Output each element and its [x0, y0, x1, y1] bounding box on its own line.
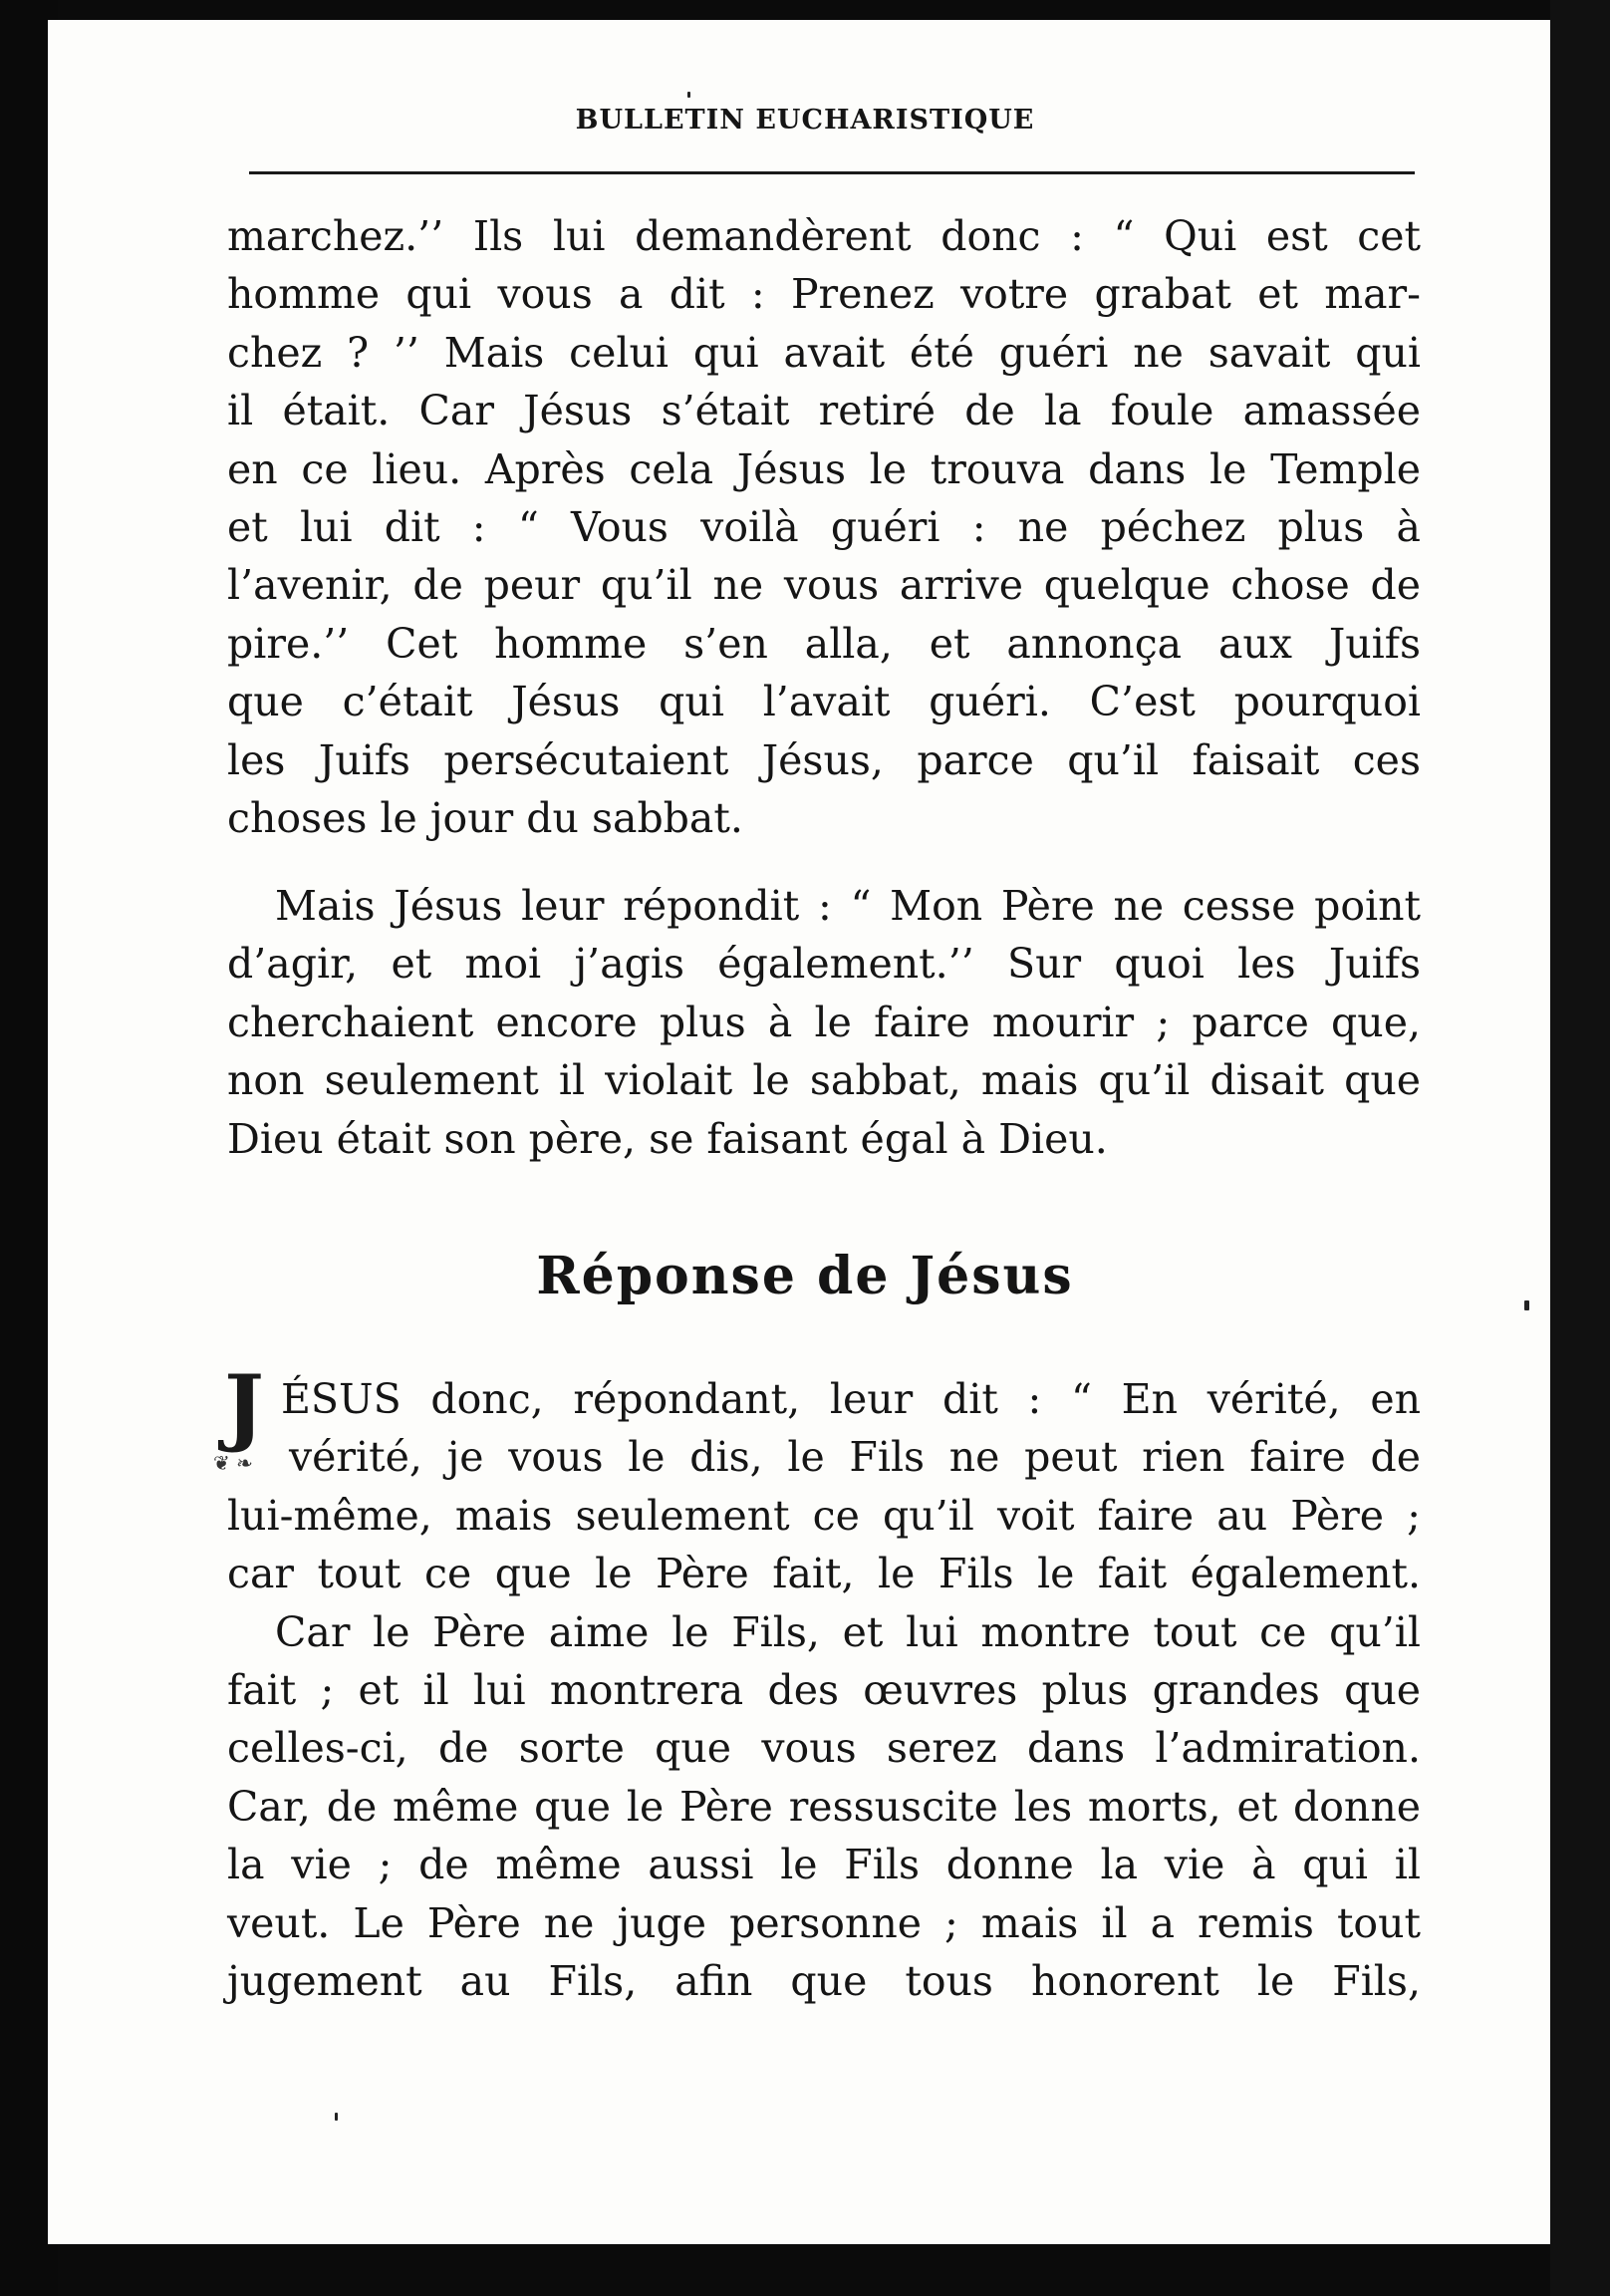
text-line: Dieu était son père, se faisant égal à Dieu.: [227, 1114, 1108, 1163]
text-line: fait ; et il lui montrera des œuvres plus grandes que: [227, 1666, 1421, 1715]
text-line: la vie ; de même aussi le Fils donne la vie à qui il: [227, 1841, 1421, 1889]
drop-initial: J: [224, 1356, 264, 1455]
text-line: ÉSUS donc, répondant, leur dit : “ En vérité, en: [281, 1375, 1421, 1423]
text-line: homme qui vous a dit : Prenez votre grabat et mar-: [227, 270, 1421, 319]
text-line: d’agir, et moi j’agis également.’’ Sur quoi les Juifs: [227, 940, 1421, 989]
running-header: BULLETIN EUCHARISTIQUE: [575, 105, 1035, 136]
scan-speck: [335, 2113, 338, 2121]
text-line: celles-ci, de sorte que vous serez dans l’admiration.: [227, 1724, 1421, 1773]
text-line: cherchaient encore plus à le faire mourir ; parce que,: [227, 998, 1421, 1046]
text-line: vérité, je vous le dis, le Fils ne peut rien faire de: [289, 1433, 1421, 1482]
text-line: en ce lieu. Après cela Jésus le trouva dans le Temple: [227, 444, 1421, 493]
flourish-ornament-icon: ❦ ❧: [213, 1451, 253, 1475]
header-rule: [249, 171, 1415, 174]
text-line: jugement au Fils, afin que tous honorent le Fils,: [227, 1957, 1421, 2006]
text-line: choses le jour du sabbat.: [227, 794, 743, 843]
text-line: les Juifs persécutaient Jésus, parce qu’il faisait ces: [227, 735, 1421, 784]
text-line: que c’était Jésus qui l’avait guéri. C’est pourquoi: [227, 678, 1421, 726]
text-line: pire.’’ Cet homme s’en alla, et annonça aux Juifs: [227, 619, 1421, 668]
text-line: Car, de même que le Père ressuscite les morts, et donne: [227, 1782, 1421, 1831]
paragraph-3: [227, 1370, 1421, 2010]
paragraph-1: [227, 207, 1421, 847]
text-line: Car le Père aime le Fils, et lui montre tout ce qu’il: [275, 1607, 1421, 1656]
text-line: car tout ce que le Père fait, le Fils le fait également.: [227, 1550, 1421, 1598]
paragraph-2: [227, 877, 1421, 1168]
scan-speck: [1524, 1300, 1529, 1310]
scan-speck: [687, 92, 690, 98]
text-line: non seulement il violait le sabbat, mais qu’il disait que: [227, 1056, 1421, 1105]
scan-right-border: [1550, 0, 1610, 2296]
text-line: Mais Jésus leur répondit : “ Mon Père ne cesse point: [275, 882, 1421, 930]
text-line: il était. Car Jésus s’était retiré de la foule amassée: [227, 387, 1421, 435]
text-line: marchez.’’ Ils lui demandèrent donc : “ Qui est cet: [227, 212, 1421, 260]
text-line: chez ? ’’ Mais celui qui avait été guéri ne savait qui: [227, 328, 1421, 377]
text-line: lui-même, mais seulement ce qu’il voit faire au Père ;: [227, 1491, 1421, 1540]
section-title: Réponse de Jésus: [536, 1246, 1074, 1306]
text-line: et lui dit : “ Vous voilà guéri : ne péchez plus à: [227, 503, 1421, 552]
text-line: l’avenir, de peur qu’il ne vous arrive quelque chose de: [227, 561, 1421, 610]
text-line: veut. Le Père ne juge personne ; mais il a remis tout: [227, 1898, 1421, 1947]
